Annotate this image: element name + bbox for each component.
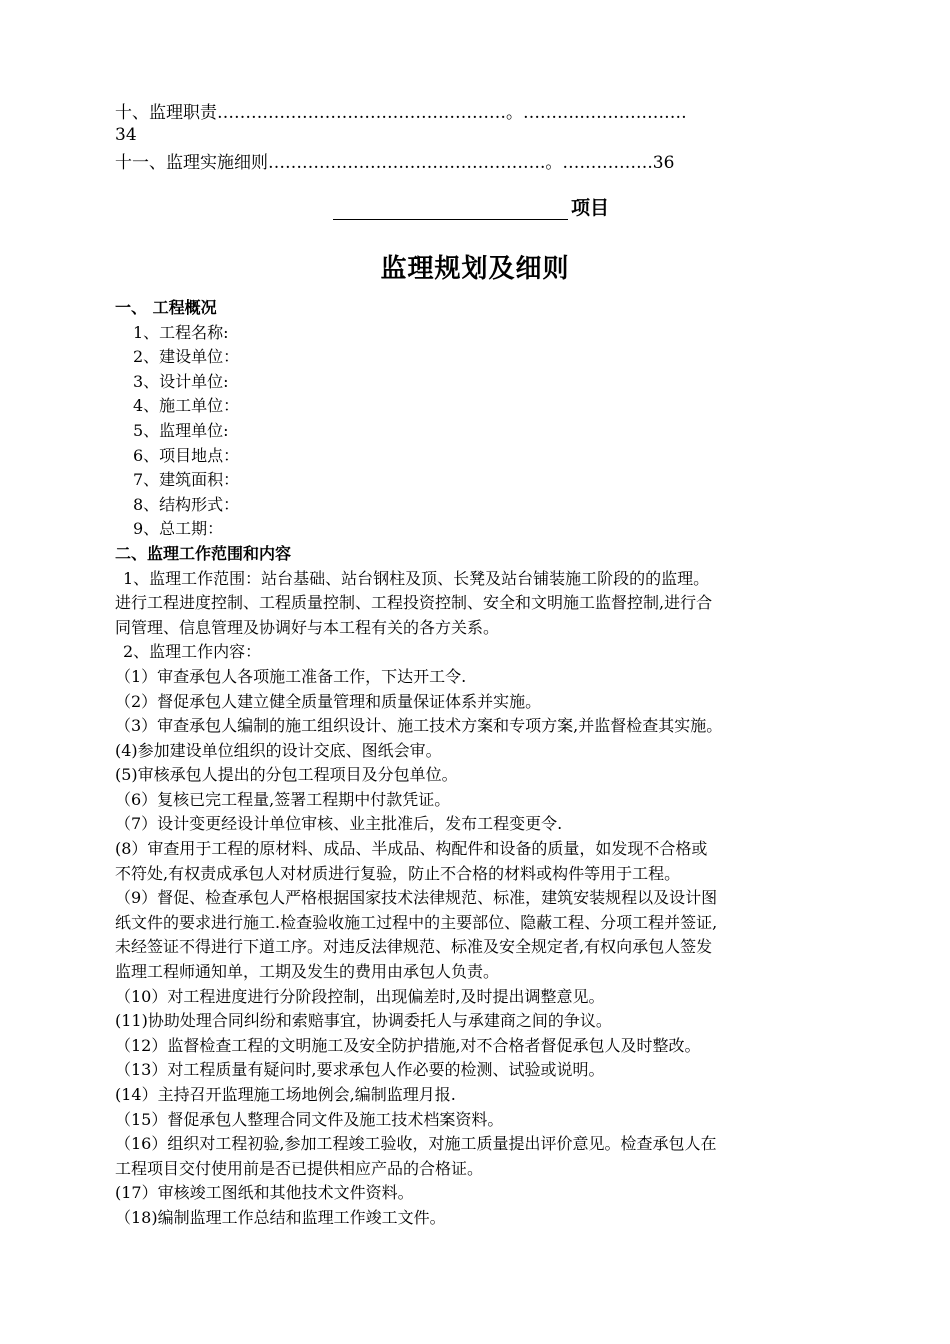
project-name-blank: [333, 199, 568, 220]
paragraph-line: （13）对工程质量有疑问时,要求承包人作必要的检测、试验或说明。: [115, 1060, 605, 1080]
toc-entry-10[interactable]: [115, 102, 837, 146]
paragraph-line: 工程项目交付使用前是否已提供相应产品的合格证。: [115, 1158, 484, 1178]
paragraph-line: 同管理、信息管理及协调好与本工程有关的各方关系。: [115, 617, 500, 637]
section-heading: 二、监理工作范围和内容: [115, 543, 292, 563]
paragraph-line: （7）设计变更经设计单位审核、业主批准后，发布工程变更令.: [115, 814, 563, 834]
paragraph-line: (4)参加建设单位组织的设计交底、图纸会审。: [115, 740, 442, 760]
list-item: 3、设计单位:: [133, 371, 229, 391]
paragraph-line: （6）复核已完工程量,签署工程期中付款凭证。: [115, 789, 451, 809]
list-item: 1、工程名称:: [133, 322, 229, 342]
paragraph-line: (17）审核竣工图纸和其他技术文件资料。: [115, 1183, 414, 1203]
paragraph-line: （15）督促承包人整理合同文件及施工技术档案资料。: [115, 1109, 504, 1129]
document-body: [115, 296, 837, 1231]
paragraph-line: （1）审查承包人各项施工准备工作，下达开工令.: [115, 666, 467, 686]
list-item: 6、项目地点：: [133, 445, 240, 465]
paragraph-line: （12）监督检查工程的文明施工及安全防护措施,对不合格者督促承包人及时整改。: [115, 1035, 701, 1055]
paragraph-line: （18)编制监理工作总结和监理工作竣工文件。: [115, 1207, 446, 1227]
toc-entry-11[interactable]: [115, 152, 837, 174]
paragraph-line: （3）审查承包人编制的施工组织设计、施工技术方案和专项方案,并监督检查其实施。: [115, 716, 723, 736]
paragraph-line: (5)审核承包人提出的分包工程项目及分包单位。: [115, 765, 458, 785]
paragraph-line: 进行工程进度控制、工程质量控制、工程投资控制、安全和文明施工监督控制,进行合: [115, 593, 713, 613]
toc-entry-text: 十、监理职责……………………………………………。………..………………: [115, 103, 687, 123]
paragraph-line: (14）主持召开监理施工场地例会,编制监理月报.: [115, 1085, 456, 1104]
list-item: 7、建筑面积：: [133, 470, 240, 490]
paragraph-line: 纸文件的要求进行施工.检查验收施工过程中的主要部位、隐蔽工程、分项工程并签证,: [115, 912, 718, 932]
toc-page-number: 34: [115, 125, 137, 145]
paragraph-line: (11)协助处理合同纠纷和索赔事宜，协调委托人与承建商之间的争议。: [115, 1011, 612, 1031]
project-suffix: 项目: [571, 197, 610, 219]
subsection-heading: 2、监理工作内容：: [123, 642, 262, 662]
paragraph-line: （9）督促、检查承包人严格根据国家技术法律规范、标准，建筑安装规程以及设计图: [115, 888, 718, 908]
page-title: 监理规划及细则: [380, 254, 570, 284]
list-item: 2、建设单位：: [133, 347, 240, 367]
paragraph-line: 未经签证不得进行下道工序。对违反法律规范、标准及安全规定者,有权向承包人签发: [115, 937, 713, 957]
paragraph-line: （16）组织对工程初验,参加工程竣工验收，对施工质量提出评价意见。检查承包人在: [115, 1134, 717, 1154]
project-name-line: [333, 196, 733, 220]
paragraph-line: （2）督促承包人建立健全质量管理和质量保证体系并实施。: [115, 691, 542, 711]
paragraph-line: 1、监理工作范围：站台基础、站台钢柱及顶、长凳及站台铺装施工阶段的的监理。: [123, 568, 710, 588]
section-heading: 一、 工程概况: [115, 298, 217, 317]
list-item: 5、监理单位:: [133, 420, 229, 440]
list-item: 4、施工单位：: [133, 396, 240, 416]
toc-entry-text: 十一、监理实施细则………………………………………….。…………….36: [115, 153, 675, 173]
paragraph-line: (8）审查用于工程的原材料、成品、半成品、构配件和设备的质量，如发现不合格或: [115, 839, 708, 859]
paragraph-line: 监理工程师通知单，工期及发生的费用由承包人负责。: [115, 962, 500, 982]
paragraph-line: 不符处,有权责成承包人对材质进行复验，防止不合格的材料或构件等用于工程。: [115, 863, 681, 883]
list-item: 9、总工期：: [133, 519, 224, 539]
list-item: 8、结构形式：: [133, 494, 240, 514]
paragraph-line: （10）对工程进度进行分阶段控制，出现偏差时,及时提出调整意见。: [115, 986, 605, 1006]
